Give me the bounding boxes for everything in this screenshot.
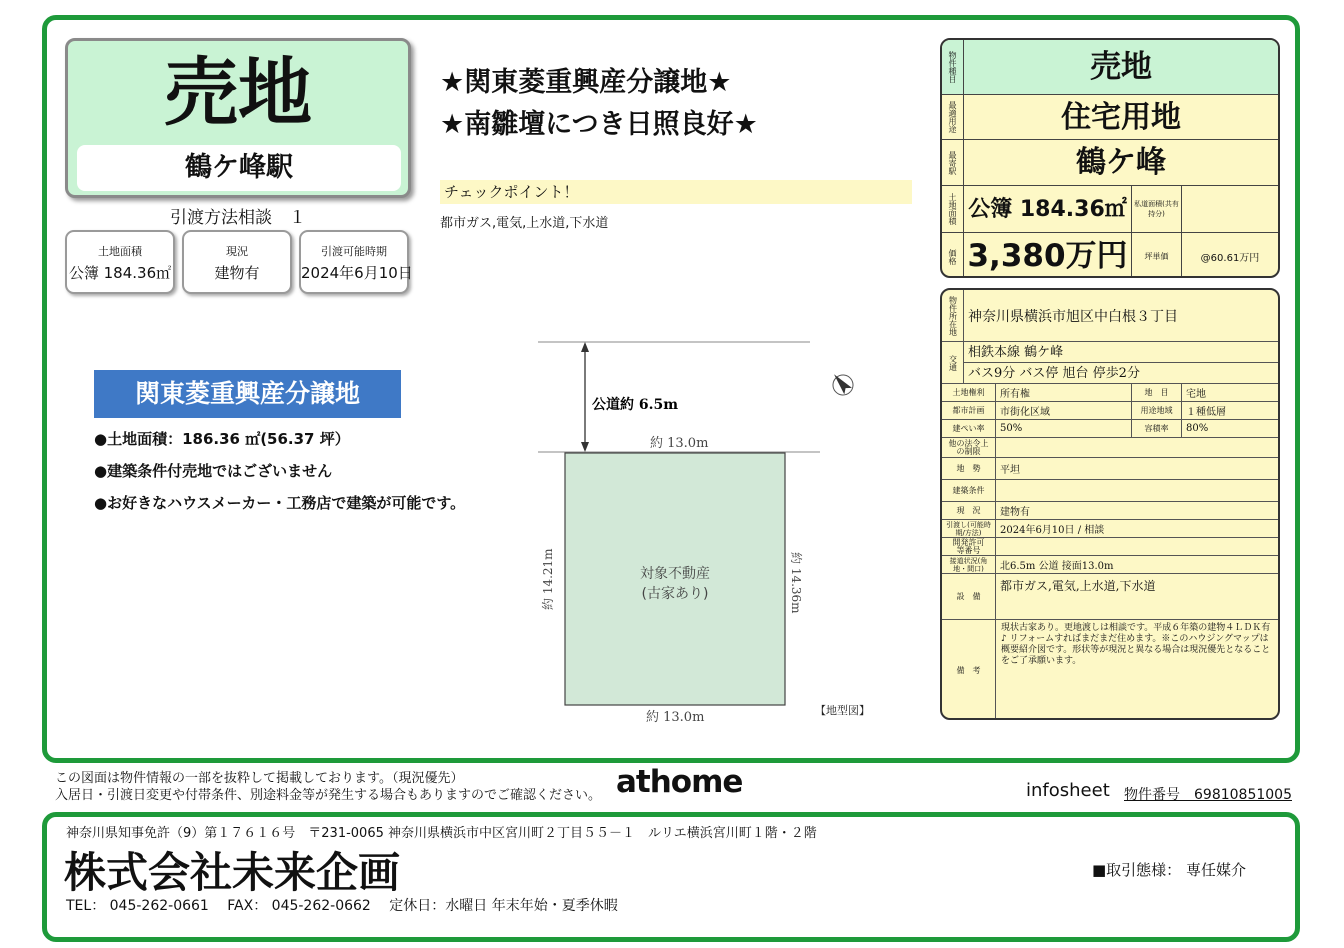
row-label: 物件種目 bbox=[942, 40, 964, 94]
price-value: 3,380万円 bbox=[964, 233, 1132, 278]
card-value: 建物有 bbox=[214, 264, 260, 282]
row-label: 現 況 bbox=[942, 502, 996, 519]
row-terrain bbox=[942, 458, 1278, 480]
row-label: 他の法令上の制限 bbox=[942, 438, 996, 457]
land-area-value: 公簿 184.36㎡ bbox=[964, 186, 1132, 232]
row-label: 物件所在地 bbox=[942, 290, 964, 341]
row-land-area bbox=[942, 186, 1278, 233]
status-card bbox=[182, 230, 292, 294]
best-use-value: 住宅用地 bbox=[1061, 100, 1181, 135]
unit-price-value: @60.61万円 bbox=[1200, 253, 1260, 264]
top-edge-label: 約 13.0m bbox=[650, 436, 709, 451]
row-station bbox=[942, 140, 1278, 186]
contact-info: TEL： 045-262-0661 FAX： 045-262-0662 定休日：水曜日 年末年始・夏季休暇 bbox=[66, 898, 618, 914]
plot-legend: 【地型図】 bbox=[815, 704, 870, 717]
handover-card bbox=[299, 230, 413, 294]
row-handover bbox=[942, 520, 1278, 538]
row-coverage bbox=[942, 420, 1278, 438]
bullet-land-area: ●土地面積：186.36 ㎡(56.37 坪） bbox=[94, 430, 350, 448]
private-road-value bbox=[1182, 186, 1278, 232]
row-property-type bbox=[942, 40, 1278, 95]
arrow-down-icon bbox=[581, 442, 589, 452]
row-build-condition bbox=[942, 480, 1278, 502]
athome-logo: athome bbox=[616, 764, 743, 800]
property-type-title: 売地 bbox=[164, 50, 312, 136]
row-label: 用途地域 bbox=[1132, 402, 1182, 419]
unit-price-label: 坪単価 bbox=[1132, 233, 1182, 278]
zoning-value: １種低層 bbox=[1186, 407, 1226, 418]
row-location bbox=[942, 290, 1278, 342]
plot-center-label: 対象不動産 bbox=[640, 566, 710, 582]
checkpoint-title: チェックポイント！ bbox=[440, 180, 912, 204]
row-label: 最適用途 bbox=[942, 95, 964, 139]
disclaimer-line1: この図面は物件情報の一部を抜粋して掲載しております。（現況優先） bbox=[55, 771, 464, 786]
transport-line2: バス9分 バス停 旭台 停歩2分 bbox=[968, 366, 1140, 381]
row-rights bbox=[942, 384, 1278, 402]
row-label: 建ぺい率 bbox=[942, 420, 996, 437]
row-status bbox=[942, 502, 1278, 520]
license-info: 神奈川県知事免許（9）第１７６１６号 〒231-0065 神奈川県横浜市中区宮川町２丁目５５－１ ルリエ横浜宮川町１階・２階 bbox=[66, 826, 817, 841]
transport-line1: 相鉄本線 鶴ケ峰 bbox=[964, 342, 1278, 363]
title-box bbox=[65, 38, 411, 198]
subdivision-label: 関東菱重興産分譲地 bbox=[94, 370, 401, 418]
headline bbox=[440, 62, 758, 146]
row-label: 土地権利 bbox=[942, 384, 996, 401]
card-label: 現況 bbox=[226, 245, 248, 258]
handover-value: 2024年6月10日 / 相談 bbox=[1000, 525, 1105, 536]
summary-table bbox=[940, 38, 1280, 278]
row-label: 開発許可等番号 bbox=[942, 538, 996, 555]
coverage-value: 50% bbox=[996, 420, 1132, 437]
location-value: 神奈川県横浜市旭区中白根３丁目 bbox=[968, 308, 1178, 325]
row-label: 建築条件 bbox=[942, 480, 996, 501]
land-category-value: 宅地 bbox=[1186, 389, 1206, 400]
transaction-type: ■取引態様： 専任媒介 bbox=[1092, 861, 1246, 879]
rights-value: 所有権 bbox=[996, 384, 1132, 401]
infosheet-label: infosheet bbox=[1026, 780, 1110, 801]
plot-center-sublabel: (古家あり) bbox=[641, 586, 709, 602]
row-label: 地 勢 bbox=[942, 458, 996, 479]
row-facilities bbox=[942, 574, 1278, 620]
row-label: 最寄駅 bbox=[942, 140, 964, 185]
details-table bbox=[940, 288, 1280, 720]
dev-permit-value bbox=[996, 538, 1000, 555]
remarks-value: 現状古家あり。更地渡しは相談です。平成６年築の建物４ＬＤＫ有♪ リフォームすればまだまだ住めます。※このハウジングマップは概要紹介図です。形状等が現況と異なる場合は現況優先となることをご了承願います。 bbox=[1001, 623, 1271, 666]
row-dev-permit bbox=[942, 538, 1278, 556]
private-road-label: 私道面積(共有持分) bbox=[1132, 186, 1182, 232]
row-legal bbox=[942, 438, 1278, 458]
card-label: 土地面積 bbox=[98, 245, 142, 258]
status-value: 建物有 bbox=[1000, 507, 1030, 518]
row-label: 引渡し(可能時期/方法) bbox=[942, 520, 996, 537]
bottom-edge-label: 約 13.0m bbox=[646, 710, 705, 725]
row-label: 土地面積 bbox=[942, 186, 964, 232]
road-width-label: 公道約 6.5m bbox=[592, 397, 679, 413]
floor-area-ratio-value: 80% bbox=[1186, 423, 1209, 434]
row-road-access bbox=[942, 556, 1278, 574]
row-transport bbox=[942, 342, 1278, 384]
road-access-value: 北6.5m 公道 接面13.0m bbox=[1000, 561, 1114, 572]
row-label: 価格 bbox=[942, 233, 964, 278]
card-value: 公簿 184.36㎡ bbox=[68, 264, 172, 282]
terrain-value: 平坦 bbox=[1000, 465, 1020, 476]
row-remarks bbox=[942, 620, 1278, 720]
disclaimer bbox=[55, 770, 601, 804]
row-best-use bbox=[942, 95, 1278, 140]
land-area-card bbox=[65, 230, 175, 294]
row-price bbox=[942, 233, 1278, 278]
row-label: 接道状況(角地・間口) bbox=[942, 556, 996, 573]
plot-diagram bbox=[530, 330, 910, 730]
station-title: 鶴ケ峰駅 bbox=[77, 145, 401, 191]
north-arrow-icon bbox=[826, 368, 857, 399]
property-type-value: 売地 bbox=[1090, 49, 1152, 85]
bullet-free-builder: ●お好きなハウスメーカー・工務店で建築が可能です。 bbox=[94, 494, 466, 512]
row-label: 設 備 bbox=[942, 574, 996, 619]
card-value: 2024年6月10日 bbox=[301, 264, 413, 282]
bullet-no-condition: ●建築条件付売地ではございません bbox=[94, 462, 333, 480]
property-number: 物件番号 69810851005 bbox=[1124, 787, 1292, 803]
headline-line2: ★南雛壇につき日照良好★ bbox=[440, 109, 758, 140]
handover-note: 引渡方法相談 １ bbox=[170, 208, 306, 228]
disclaimer-line2: 入居日・引渡日変更や付帯条件、別途料金等が発生する場合もありますのでご確認ください。 bbox=[55, 788, 602, 803]
row-label: 交通 bbox=[942, 342, 964, 383]
station-value: 鶴ケ峰 bbox=[1076, 145, 1166, 180]
right-edge-label: 約 14.36m bbox=[789, 552, 803, 614]
legal-value bbox=[996, 438, 1000, 457]
left-edge-label: 約 14.21m bbox=[541, 548, 555, 610]
row-label: 容積率 bbox=[1132, 420, 1182, 437]
city-plan-value: 市街化区域 bbox=[996, 402, 1132, 419]
facilities-value: 都市ガス,電気,上水道,下水道 bbox=[1000, 579, 1156, 593]
row-label: 地 目 bbox=[1132, 384, 1182, 401]
checkpoint-text: 都市ガス,電気,上水道,下水道 bbox=[440, 216, 609, 231]
arrow-up-icon bbox=[581, 342, 589, 352]
headline-line1: ★関東菱重興産分譲地★ bbox=[440, 67, 732, 98]
row-label: 備 考 bbox=[942, 620, 996, 720]
row-label: 都市計画 bbox=[942, 402, 996, 419]
company-name: 株式会社未来企画 bbox=[64, 848, 401, 897]
row-city-plan bbox=[942, 402, 1278, 420]
card-label: 引渡可能時期 bbox=[321, 245, 387, 258]
build-condition-value bbox=[996, 480, 1000, 501]
